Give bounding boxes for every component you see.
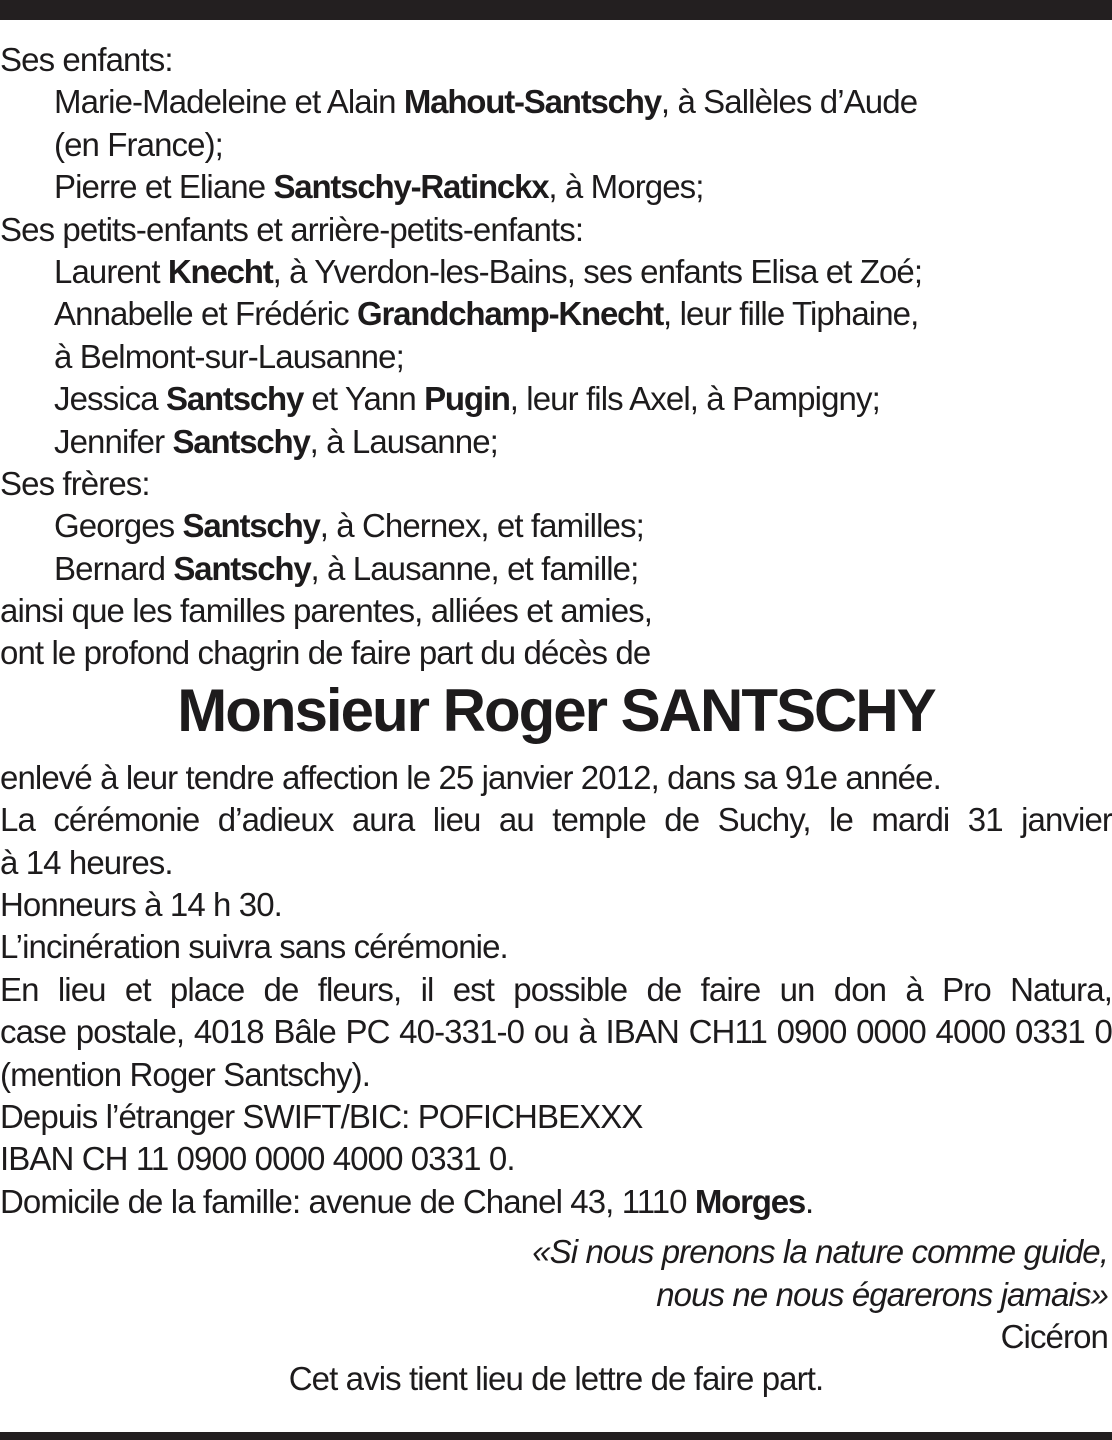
text: Ses frères: (0, 464, 150, 502)
name-bold: Santschy (172, 422, 310, 460)
text: nous ne nous égarerons jamais» (656, 1275, 1108, 1313)
obituary-notice (0, 39, 1112, 1401)
after-line (0, 1138, 1112, 1180)
text: , leur fils Axel, à Pampigny; (509, 380, 880, 418)
text: Laurent (54, 252, 168, 290)
name-bold: Santschy (166, 380, 304, 418)
text: Ses petits-enfants et arrière-petits-enfants: (0, 210, 584, 248)
text: . (805, 1182, 814, 1220)
before-line (0, 505, 1112, 547)
before-line (0, 124, 1112, 166)
text: Georges (54, 507, 183, 545)
after-line (0, 1181, 1112, 1223)
text: , à Lausanne; (309, 422, 498, 460)
ceremony-details (0, 757, 1112, 1223)
text: , à Chernex, et familles; (319, 507, 644, 545)
quote-line (0, 1231, 1112, 1273)
before-line (0, 39, 1112, 81)
before-line (0, 590, 1112, 632)
text: , à Morges; (548, 168, 704, 206)
deceased-name: Monsieur Roger SANTSCHY (177, 676, 935, 744)
before-line (0, 293, 1112, 335)
before-line (0, 421, 1112, 463)
text: Jennifer (54, 422, 173, 460)
text: Honneurs à 14 h 30. (0, 886, 282, 924)
text: Jessica (54, 380, 167, 418)
text: En lieu et place de fleurs, il est possible de faire un don à Pro Natura, (0, 970, 1112, 1008)
text: Ses enfants: (0, 41, 173, 78)
text: à Belmont-sur-Lausanne; (54, 337, 404, 375)
closing-note (0, 1358, 1112, 1400)
text: Cicéron (1000, 1317, 1108, 1355)
text: case postale, 4018 Bâle PC 40-331-0 ou à IBAN CH11 0900 0000 4000 0331 0 (0, 1013, 1112, 1051)
text: L’incinération suivra sans cérémonie. (0, 928, 508, 966)
name-bold: Santschy (182, 507, 320, 545)
before-line (0, 209, 1112, 251)
before-line (0, 251, 1112, 293)
text: (en France); (54, 125, 223, 163)
text: Annabelle et Frédéric (54, 295, 358, 333)
text: ainsi que les familles parentes, alliées et amies, (0, 592, 653, 630)
text: Domicile de la famille: avenue de Chanel 43, 1110 (0, 1182, 695, 1220)
top-rule (0, 0, 1112, 20)
text: (mention Roger Santschy). (0, 1055, 371, 1093)
name-bold: Santschy (173, 549, 311, 587)
after-line (0, 926, 1112, 968)
before-line (0, 336, 1112, 378)
name-bold: Morges (694, 1182, 806, 1220)
text: et Yann (303, 380, 425, 418)
name-bold: Pugin (424, 380, 510, 418)
quote (0, 1231, 1112, 1358)
before-line (0, 166, 1112, 208)
text: Cet avis tient lieu de lettre de faire part. (288, 1360, 824, 1398)
bottom-rule (0, 1432, 1112, 1440)
after-line (0, 1011, 1112, 1053)
name-bold: Mahout-Santschy (403, 83, 661, 121)
text: «Si nous prenons la nature comme guide, (532, 1233, 1108, 1271)
name-bold: Grandchamp-Knecht (357, 295, 664, 333)
text: La cérémonie d’adieux aura lieu au temple de Suchy, le mardi 31 janvier (0, 801, 1112, 839)
text: Marie-Madeleine et Alain (54, 83, 404, 121)
text: , à Sallèles d’Aude (660, 83, 918, 121)
text: IBAN CH 11 0900 0000 4000 0331 0. (0, 1140, 515, 1178)
text: , à Lausanne, et famille; (310, 549, 639, 587)
family-list (0, 39, 1112, 675)
text: enlevé à leur tendre affection le 25 janvier 2012, dans sa 91e année. (0, 758, 941, 796)
quote-line (0, 1316, 1112, 1358)
before-line (0, 463, 1112, 505)
after-line (0, 757, 1112, 799)
after-line (0, 969, 1112, 1011)
before-line (0, 548, 1112, 590)
text: , à Yverdon-les-Bains, ses enfants Elisa et Zoé; (272, 252, 923, 290)
text: Depuis l’étranger SWIFT/BIC: POFICHBEXXX (0, 1097, 643, 1135)
name-bold: Santschy-Ratinckx (273, 168, 549, 206)
after-line (0, 1054, 1112, 1096)
text: à 14 heures. (0, 843, 173, 881)
before-line (0, 81, 1112, 123)
text: , leur fille Tiphaine, (663, 295, 919, 333)
quote-line (0, 1274, 1112, 1316)
text: ont le profond chagrin de faire part du décès de (0, 634, 651, 672)
text: Pierre et Eliane (54, 168, 274, 206)
before-line (0, 632, 1112, 674)
before-line (0, 378, 1112, 420)
after-line (0, 842, 1112, 884)
name-bold: Knecht (167, 252, 273, 290)
closing-line (0, 1358, 1112, 1400)
after-line (0, 1096, 1112, 1138)
after-line (0, 884, 1112, 926)
after-line (0, 799, 1112, 841)
text: Bernard (54, 549, 174, 587)
